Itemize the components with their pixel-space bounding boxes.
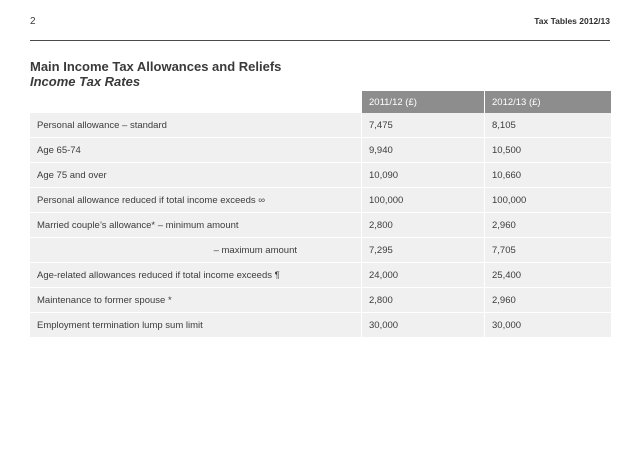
table-row [30,213,611,238]
row-label: Employment termination lump sum limit [30,313,361,338]
page-number: 2 [30,16,36,27]
page-header [30,0,610,41]
value-2012-13: 30,000 [484,313,611,338]
row-label: – maximum amount [30,238,361,263]
value-2012-13: 2,960 [484,288,611,313]
table-row [30,113,611,138]
row-label: Maintenance to former spouse * [30,288,361,313]
table-row [30,263,611,288]
column-header-2011-12: 2011/12 (£) [361,91,484,113]
table-row [30,313,611,338]
value-2012-13: 2,960 [484,213,611,238]
value-2012-13: 7,705 [484,238,611,263]
section-headings [30,59,281,89]
document-title: Tax Tables 2012/13 [534,16,610,26]
value-2011-12: 10,090 [361,163,484,188]
allowances-table [30,91,611,338]
table-row [30,288,611,313]
row-label: Age-related allowances reduced if total income exceeds ¶ [30,263,361,288]
table-row [30,138,611,163]
value-2011-12: 100,000 [361,188,484,213]
row-label: Personal allowance reduced if total income exceeds ∞ [30,188,361,213]
section-title: Main Income Tax Allowances and Reliefs [30,59,282,74]
value-2011-12: 7,295 [361,238,484,263]
value-2011-12: 2,800 [361,213,484,238]
table-row [30,238,611,263]
value-2011-12: 2,800 [361,288,484,313]
column-header-label [30,91,361,113]
table-row [30,163,611,188]
section-subtitle: Income Tax Rates [30,74,141,89]
table-header-row [30,91,611,113]
value-2012-13: 100,000 [484,188,611,213]
value-2011-12: 9,940 [361,138,484,163]
value-2011-12: 30,000 [361,313,484,338]
row-label: Age 75 and over [30,163,361,188]
value-2011-12: 24,000 [361,263,484,288]
value-2012-13: 10,500 [484,138,611,163]
row-label: Age 65-74 [30,138,361,163]
value-2012-13: 8,105 [484,113,611,138]
table-row [30,188,611,213]
value-2012-13: 10,660 [484,163,611,188]
row-label: Married couple’s allowance* – minimum amount [30,213,361,238]
value-2011-12: 7,475 [361,113,484,138]
value-2012-13: 25,400 [484,263,611,288]
row-label: Personal allowance – standard [30,113,361,138]
column-header-2012-13: 2012/13 (£) [484,91,611,113]
